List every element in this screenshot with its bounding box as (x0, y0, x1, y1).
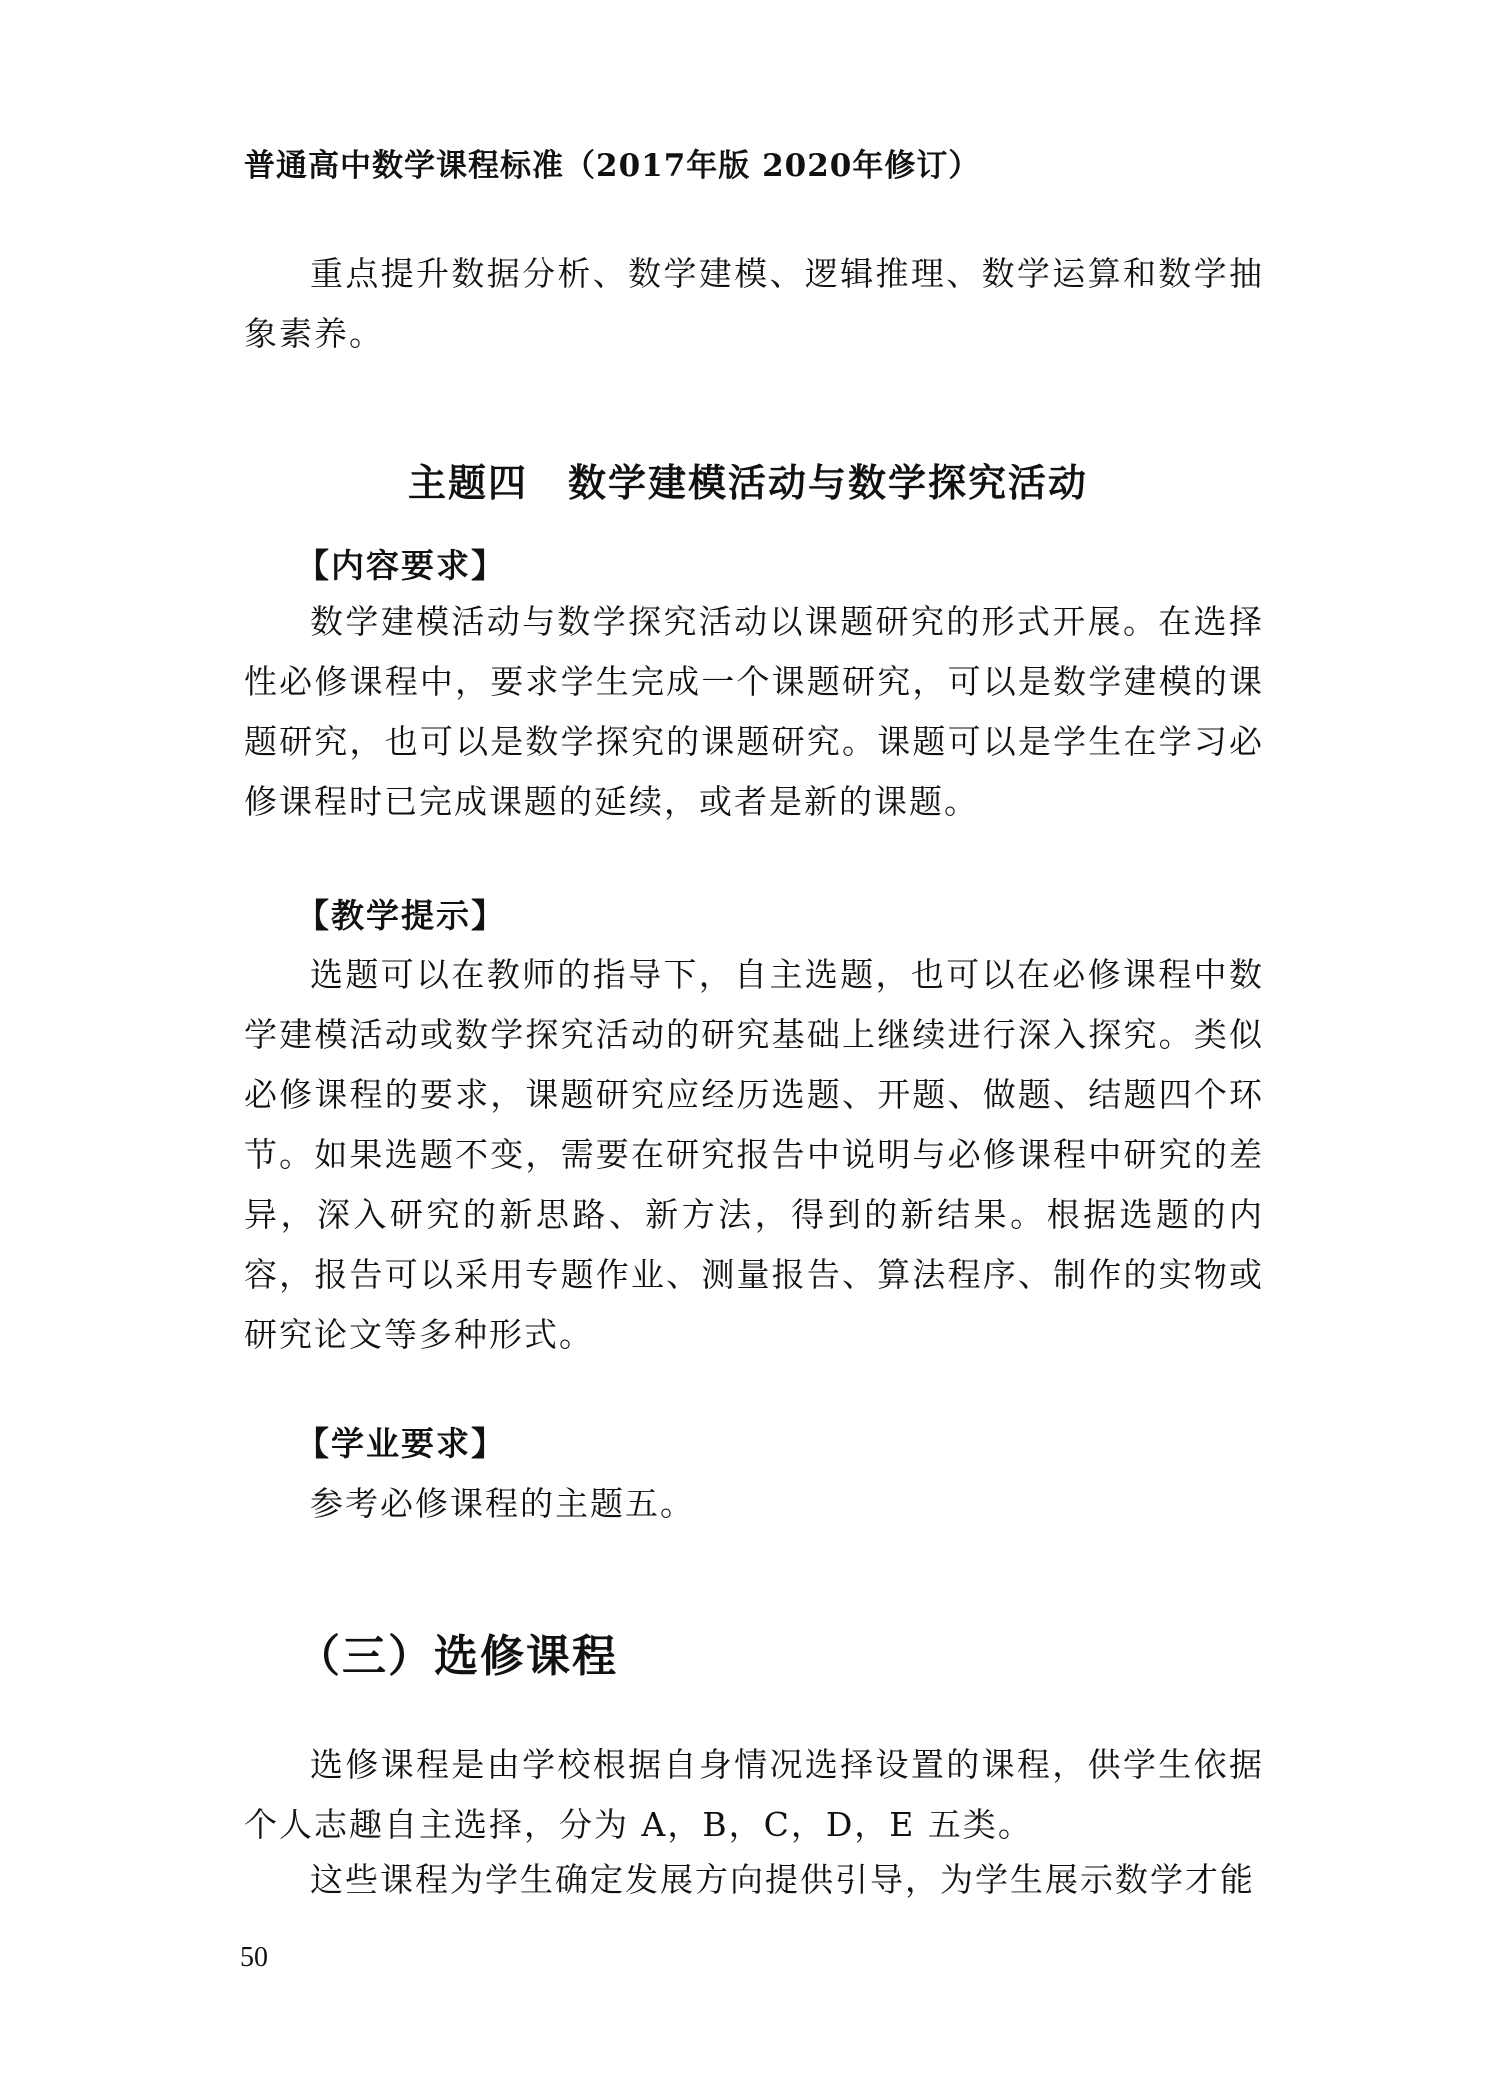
teaching-tips-paragraph: 选题可以在教师的指导下，自主选题，也可以在必修课程中数学建模活动或数学探究活动的研究基础上继续进行深入探究。类似必修课程的要求，课题研究应经历选题、开题、做题、结题四个环节。如果选题不变，需要在研究报告中说明与必修课程中研究的差异，深入研究的新思路、新方法，得到的新结果。根据选题的内容，报告可以采用专题作业、测量报告、算法程序、制作的实物或研究论文等多种形式。 (244, 955, 1264, 1354)
elective-intro-paragraph: 选修课程是由学校根据自身情况选择设置的课程，供学生依据个人志趣自主选择，分为 A，B，C，D，E 五类。 (244, 1745, 1264, 1844)
section-title: （三）选修课程 (296, 1631, 618, 1682)
academic-requirements-label: 【学业要求】 (296, 1424, 506, 1463)
page-number: 50 (240, 1942, 268, 1973)
elective-purpose-paragraph: 这些课程为学生确定发展方向提供引导，为学生展示数学才能 (310, 1860, 1255, 1899)
intro-paragraph: 重点提升数据分析、数学建模、逻辑推理、数学运算和数学抽象素养。 (244, 254, 1264, 353)
topic-title: 主题四 数学建模活动与数学探究活动 (407, 461, 1088, 505)
teaching-tips-label: 【教学提示】 (296, 896, 506, 935)
running-header: 普通高中数学课程标准（2017年版 2020年修订） (244, 148, 981, 184)
content-requirements-paragraph: 数学建模活动与数学探究活动以课题研究的形式开展。在选择性必修课程中，要求学生完成一个课题研究，可以是数学建模的课题研究，也可以是数学探究的课题研究。课题可以是学生在学习必修课程时已完成课题的延续，或者是新的课题。 (244, 602, 1264, 821)
academic-requirements-paragraph: 参考必修课程的主题五。 (310, 1484, 695, 1523)
content-requirements-label: 【内容要求】 (296, 546, 506, 585)
